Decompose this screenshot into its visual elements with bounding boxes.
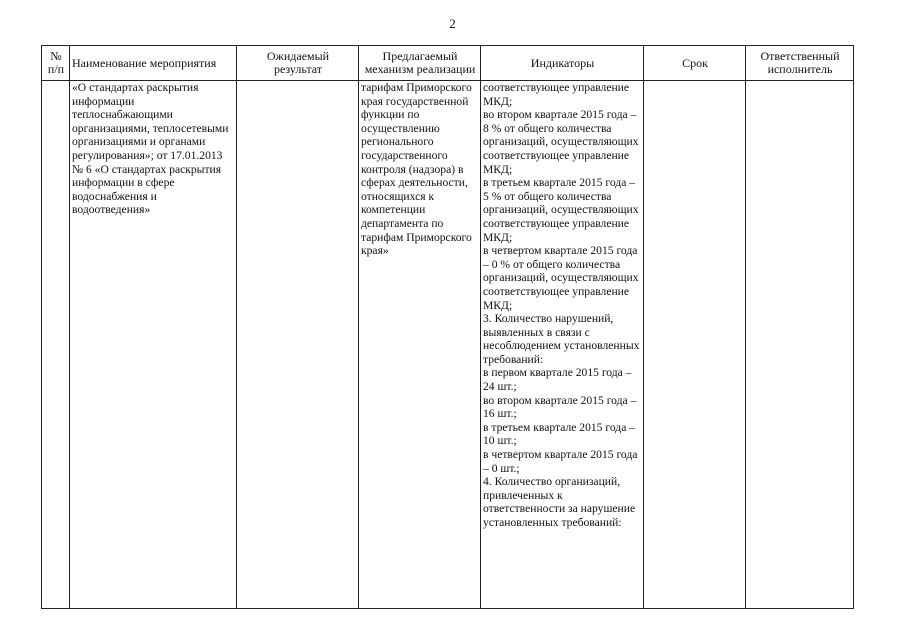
header-responsible: Ответственный исполнитель [746,46,854,81]
header-term: Срок [644,46,746,81]
header-measure-name: Наименование мероприятия [70,46,237,81]
table-row [42,81,854,609]
cell-responsible [746,81,854,609]
table-header-row [42,46,854,81]
header-mechanism: Предлагаемый механизм реализации [359,46,481,81]
cell-indicators: соответствующее управление МКД; во втором квартале 2015 года – 8 % от общего количества организаций, осуществляющих соответствующее управление МКД; в третьем квартале 2015 года – 5 % от общего количества организаций, осуществляющих соответствующее управление МКД; в четвертом квартале 2015 года – 0 % от общего количества организаций, осуществляющих соответствующее управление МКД; 3. Количество нарушений, выявленных в связи с несоблюдением установленных требований: в первом квартале 2015 года – 24 шт.; во втором квартале 2015 года – 16 шт.; в третьем квартале 2015 года –10 шт.; в четвертом квартале 2015 года – 0 шт.; 4. Количество организаций, привлеченных к ответственности за нарушение установленных требований: [481,81,644,609]
header-indicators: Индикаторы [481,46,644,81]
cell-number [42,81,70,609]
cell-expected-result [237,81,359,609]
page-number: 2 [449,16,456,31]
header-expected-result: Ожидаемый результат [237,46,359,81]
cell-term [644,81,746,609]
measures-table [41,45,854,609]
header-number: № п/п [42,46,70,81]
cell-mechanism: тарифам Приморского края государственной функции по осуществлению регионального государственного контроля (надзора) в сферах деятельности, относящихся к компетенции департамента по тарифам Приморского края» [359,81,481,609]
cell-measure-name: «О стандартах раскрытия информации теплоснабжающими организациями, теплосетевыми организациями и органами регулирования»; от 17.01.2013 № 6 «О стандартах раскрытия информации в сфере водоснабжения и водоотведения» [70,81,237,609]
